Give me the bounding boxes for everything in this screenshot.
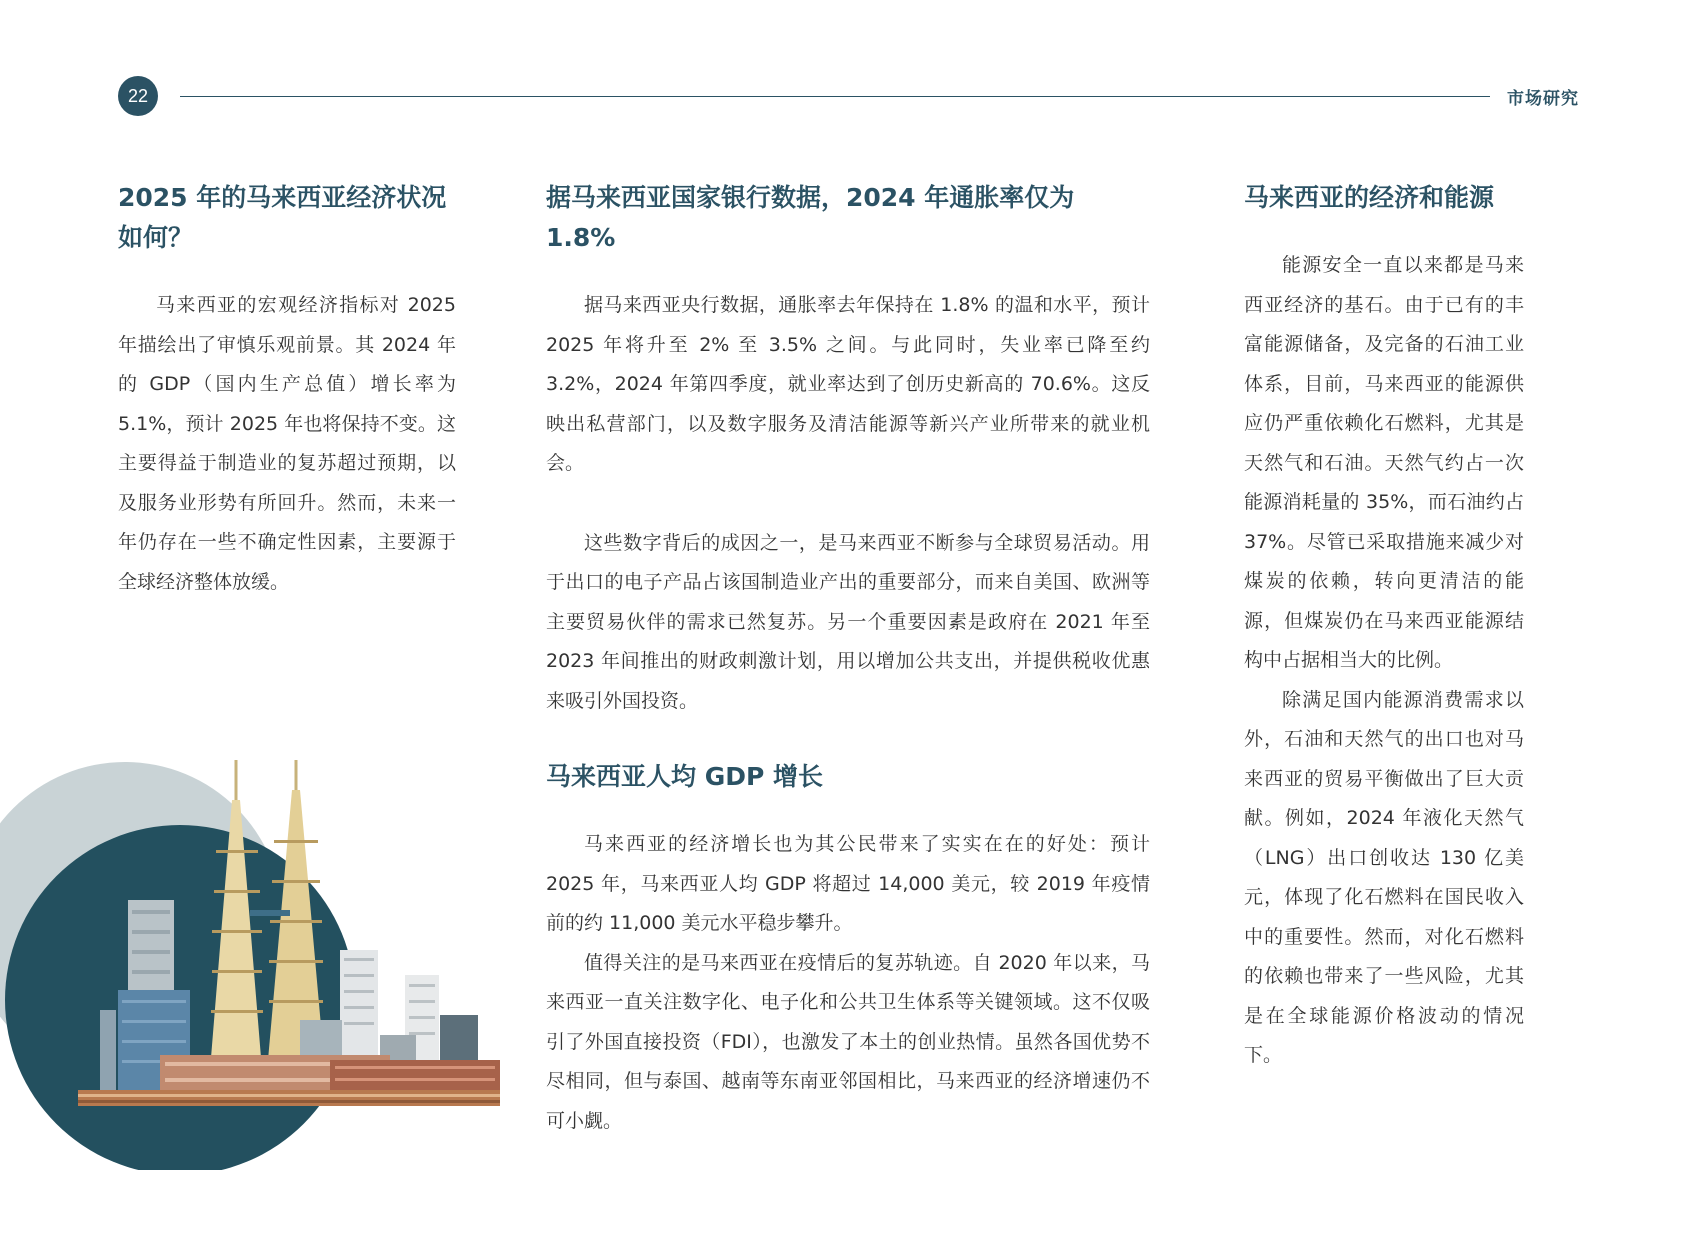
paragraph-inflation-2: 这些数字背后的成因之一，是马来西亚不断参与全球贸易活动。用于出口的电子产品占该国制造业产出的重要部分，而来自美国、欧洲等主要贸易伙伴的需求已然复苏。另一个重要因素是政府在 2021 年至 2023 年间推出的财政刺激计划，用以增加公共支出，并提供税收优惠来吸引外国投资。	[546, 531, 1150, 712]
column-economy-2025	[118, 178, 456, 602]
paragraph-economy-2025: 马来西亚的宏观经济指标对 2025 年描绘出了审慎乐观前景。其 2024 年的 GDP（国内生产总值）增长率为 5.1%，预计 2025 年也将保持不变。这主要得益于制造业的复苏超过预期，以及服务业形势有所回升。然而，未来一年仍存在一些不确定性因素，主要源于全球经济整体放缓。	[118, 294, 456, 593]
building-white-right	[340, 950, 378, 1070]
paragraph-energy-1: 能源安全一直以来都是马来西亚经济的基石。由于已有的丰富能源储备，及完备的石油工业体系，目前，马来西亚的能源供应仍严重依赖化石燃料，尤其是天然气和石油。天然气约占一次能源消耗量的 35%，而石油约占 37%。尽管已采取措施来减少对煤炭的依赖，转向更清洁的能源，但煤炭仍在马来西亚能源结构中占据相当大的比例。	[1244, 254, 1524, 671]
section-label: 市场研究	[1507, 89, 1579, 109]
low-rise-red	[330, 1060, 500, 1090]
heading-economy-2025: 2025 年的马来西亚经济状况如何？	[118, 183, 447, 252]
header-divider	[180, 96, 1490, 97]
skybridge	[250, 910, 290, 916]
paragraph-gdp-2: 值得关注的是马来西亚在疫情后的复苏轨迹。自 2020 年以来，马来西亚一直关注数字化、电子化和公共卫生体系等关键领域。这不仅吸引了外国直接投资（FDI），也激发了本土的创业热情。虽然各国优势不尽相同，但与泰国、越南等东南亚邻国相比，马来西亚的经济增速仍不可小觑。	[546, 951, 1150, 1132]
heading-energy: 马来西亚的经济和能源	[1244, 183, 1495, 212]
paragraph-energy-2: 除满足国内能源消费需求以外，石油和天然气的出口也对马来西亚的贸易平衡做出了巨大贡献。例如，2024 年液化天然气（LNG）出口创收达 130 亿美元，体现了化石燃料在国民收入中的重要性。然而，对化石燃料的依赖也带来了一些风险，尤其是在全球能源价格波动的情况下。	[1244, 688, 1524, 1066]
heading-inflation: 据马来西亚国家银行数据，2024 年通胀率仅为 1.8%	[546, 183, 1075, 252]
ground-strip	[78, 1090, 500, 1106]
column-energy	[1244, 178, 1524, 1076]
kuala-lumpur-skyline-illustration	[0, 760, 500, 1170]
paragraph-inflation-1: 据马来西亚央行数据，通胀率去年保持在 1.8% 的温和水平，预计 2025 年将升至 2% 至 3.5% 之间。与此同时，失业率已降至约 3.2%，2024 年第四季度，就业率达到了创历史新高的 70.6%。这反映出私营部门，以及数字服务及清洁能源等新兴产业所带来的就业机会。	[546, 294, 1150, 474]
heading-gdp-per-capita: 马来西亚人均 GDP 增长	[546, 762, 824, 791]
column-inflation	[546, 178, 1150, 1141]
paragraph-gdp-1: 马来西亚的经济增长也为其公民带来了实实在在的好处：预计 2025 年，马来西亚人均 GDP 将超过 14,000 美元，较 2019 年疫情前的约 11,000 美元水平稳步攀升。	[546, 833, 1150, 934]
page-number-badge: 22	[118, 76, 158, 116]
